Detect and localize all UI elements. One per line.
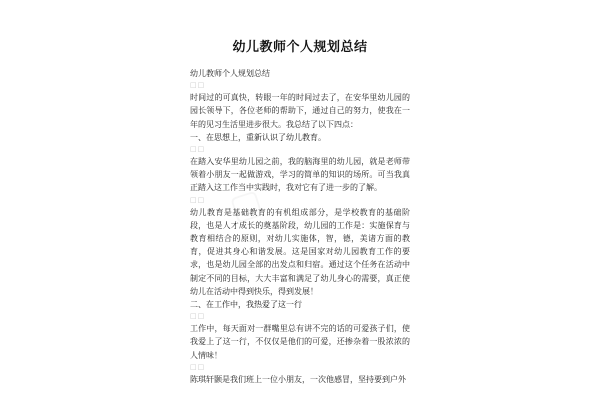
- document-title: 幼儿教师个人规划总结: [232, 40, 368, 55]
- section-heading-2: 二、在工作中，我热爱了这一行: [190, 300, 302, 310]
- paragraph-4: 工作中，每天面对一群嘴里总有讲不完的话的可爱孩子们，使我爱上了这一行，不仅仅是他们的可爱，还掺杂着一股浓浓的人情味！: [190, 324, 410, 360]
- paragraph-3: 幼儿教育是基础教育的有机组成部分，是学校教育的基础阶段，也是人才成长的奠基阶段，幼儿园的工作是：实施保育与教育相结合的原则，对幼儿实施体，智，德，美诸方面的教育，促进其身心和谐发展。这是国家对幼儿园教育工作的要求，也是幼儿园全部的出发点和归宿。通过这个任务在活动中制定不同的目标，大大丰富和满足了幼儿身心的需要，真正使幼儿在活动中得到快乐，得到发展！: [190, 207, 410, 296]
- paragraph-marker: □□: [190, 362, 206, 371]
- paragraph-5: 陈琪轩颢是我们班上一位小朋友，一次他感冒，坚持要到户外: [190, 374, 406, 384]
- document-subtitle: 幼儿教师个人规划总结: [190, 69, 270, 78]
- paragraph-marker: □□: [190, 195, 206, 204]
- section-heading-1: 一、在思想上，重新认识了幼儿教育。: [190, 132, 326, 142]
- paragraph-marker: □□: [190, 81, 206, 90]
- paragraph-marker: □□: [190, 145, 206, 154]
- paragraph-2: 在踏入安华里幼儿园之前，我的脑海里的幼儿园，就是老师带领着小朋友一起做游戏，学习的简单的知识的场所。可当我真正踏入这工作当中实践时，我对它有了进一步的了解。: [190, 157, 410, 193]
- paragraph-1: 时间过的可真快，转眼一年的时间过去了，在安华里幼儿园的园长领导下，各位老师的帮助下，通过自己的努力，使我在一年的见习生活里进步很大。我总结了以下四点：: [190, 93, 410, 129]
- paragraph-marker: □□: [190, 312, 206, 321]
